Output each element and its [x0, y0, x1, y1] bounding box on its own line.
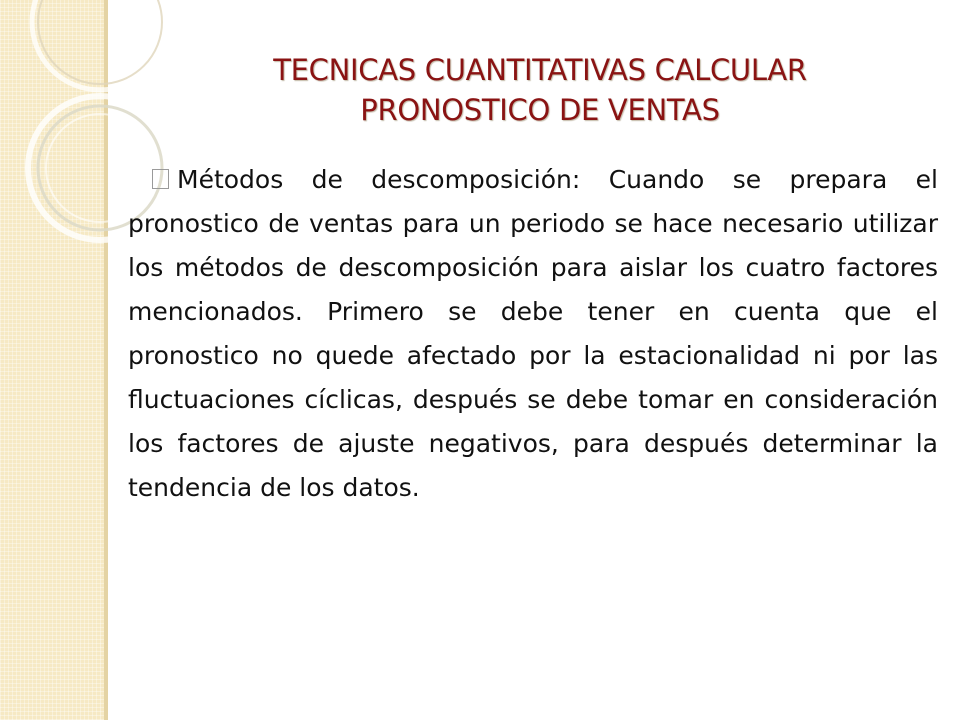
slide-title-line-1: TECNICAS CUANTITATIVAS CALCULAR: [273, 53, 807, 87]
body-paragraph: Métodos de descomposición: Cuando se prepara el pronostico de ventas para un periodo se hace necesario utilizar los métodos de descomposición para aislar los cuatro factores mencionados. Primero se debe tener en cuenta que el pronostico no quede afectado por la estacionalidad ni por las fluctuaciones cíclicas, después se debe tomar en consideración los factores de ajuste negativos, para después determinar la tendencia de los datos.: [128, 165, 938, 502]
body-paragraph-block: [128, 158, 938, 510]
decor-ring-top: [32, 0, 168, 90]
slide-title: [150, 50, 930, 130]
square-bullet-icon: [152, 169, 169, 189]
slide-title-line-2: PRONOSTICO DE VENTAS: [360, 93, 720, 127]
